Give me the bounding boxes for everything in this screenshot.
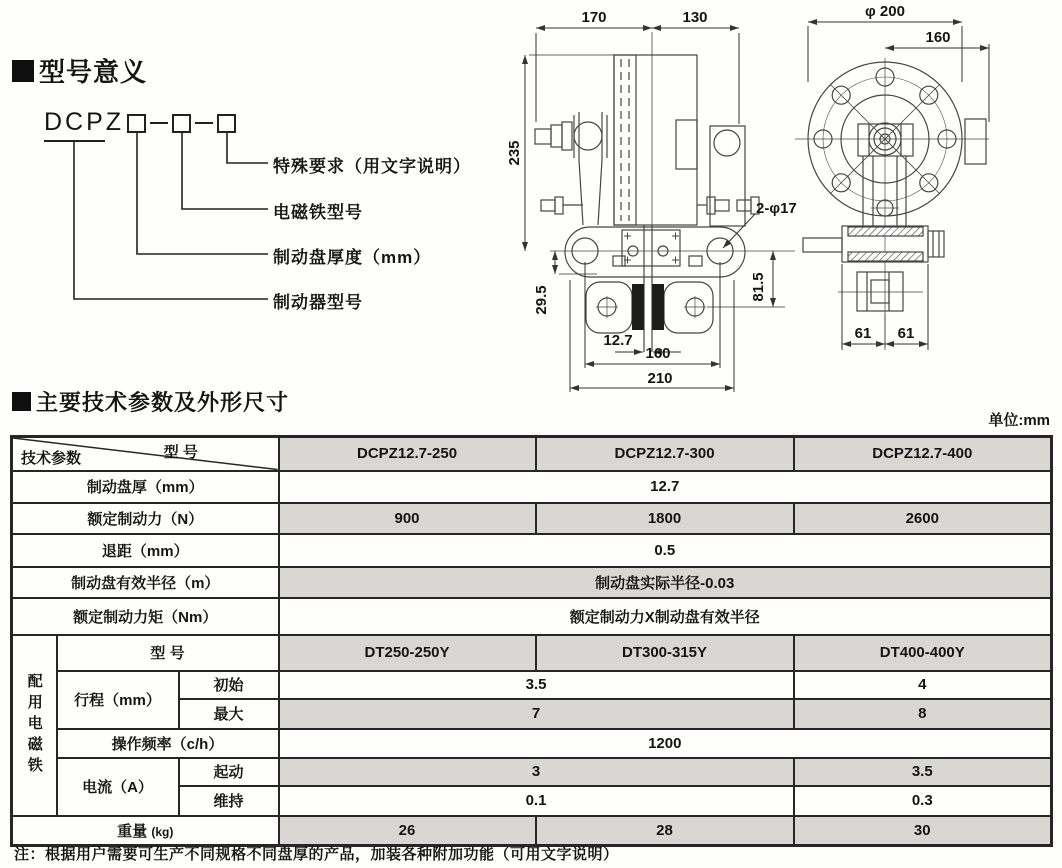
side-view-dimensions: [808, 22, 989, 350]
freq-label: 操作频率（c/h）: [57, 729, 279, 758]
dim-29-5: 29.5: [533, 285, 550, 315]
param-label-retract: 退距（mm）: [12, 534, 279, 567]
weight-label-cell: [12, 816, 279, 846]
corner-label-params: 技术参数: [21, 449, 82, 467]
dim-235: 235: [506, 140, 523, 166]
model-header-300: DCPZ12.7-300: [536, 437, 794, 471]
current-hold-value-12: 0.1: [279, 786, 794, 816]
dim-160: 160: [645, 345, 671, 362]
param-value-disc-thickness: 12.7: [279, 471, 1052, 503]
weight-value-400: 30: [794, 816, 1052, 846]
stroke-label: 行程（mm）: [57, 671, 179, 729]
param-value-torque: 额定制动力X制动盘有效半径: [279, 598, 1052, 635]
side-view-drawing: [793, 0, 1062, 362]
dim-phi200: φ 200: [865, 3, 905, 20]
magnet-group-cell: [12, 635, 57, 816]
param-label-disc-thickness: 制动盘厚（mm）: [12, 471, 279, 503]
magnet-model-400: DT400-400Y: [794, 635, 1052, 671]
stroke-max-value-3: 8: [794, 699, 1052, 729]
stroke-max-label: 最大: [179, 699, 279, 729]
magnet-group-label: 配用电磁铁: [25, 672, 43, 778]
footnote: 注：根据用户需要可生产不同规格不同盘厚的产品，加装各种附加功能（可用文字说明）: [14, 846, 619, 863]
weight-unit: (kg): [151, 824, 174, 839]
param-value-rated-force-300: 1800: [536, 503, 794, 534]
unit-label: 单位:mm: [988, 412, 1050, 429]
section-title-text: 主要技术参数及外形尺寸: [36, 390, 290, 415]
corner-header-cell: [12, 437, 279, 471]
diagram-label-disc-thickness: 制动盘厚度（mm）: [273, 248, 432, 267]
current-start-value-12: 3: [279, 758, 794, 786]
front-view-drawing: [455, 0, 800, 408]
current-label: 电流（A）: [57, 758, 179, 816]
stroke-initial-label: 初始: [179, 671, 279, 699]
weight-label: 重量: [117, 822, 148, 840]
model-code-diagram: [40, 105, 454, 317]
dim-61-right: 61: [897, 325, 915, 342]
weight-value-300: 28: [536, 816, 794, 846]
dim-210: 210: [647, 370, 673, 387]
current-hold-value-3: 0.3: [794, 786, 1052, 816]
brake-body: [535, 32, 759, 226]
diagram-label-special-req: 特殊要求（用文字说明）: [273, 157, 471, 176]
model-header-400: DCPZ12.7-400: [794, 437, 1052, 471]
stroke-initial-value-12: 3.5: [279, 671, 794, 699]
section-marker-icon: [12, 392, 31, 411]
specs-table: [10, 435, 1053, 847]
stroke-initial-value-3: 4: [794, 671, 1052, 699]
magnet-model-label: 型 号: [57, 635, 279, 671]
dim-61-left: 61: [854, 325, 872, 342]
section-title-specs: [12, 386, 289, 417]
diagram-label-magnet-model: 电磁铁型号: [273, 203, 363, 222]
base-plate: [550, 227, 795, 277]
current-start-value-3: 3.5: [794, 758, 1052, 786]
diagram-label-brake-model: 制动器型号: [273, 293, 363, 312]
dim-holes-2-phi17: 2-φ17: [756, 200, 797, 217]
dim-12-7: 12.7: [603, 332, 633, 349]
dim-170: 170: [581, 9, 607, 26]
freq-value: 1200: [279, 729, 1052, 758]
corner-label-model: 型 号: [163, 444, 198, 461]
section-marker-icon: [12, 60, 34, 82]
param-value-radius: 制动盘实际半径-0.03: [279, 567, 1052, 598]
shaft-assembly: [803, 226, 944, 311]
current-start-label: 起动: [179, 758, 279, 786]
magnet-model-300: DT300-315Y: [536, 635, 794, 671]
param-label-radius: 制动盘有效半径（m）: [12, 567, 279, 598]
dim-160-side: 160: [925, 29, 951, 46]
current-hold-label: 维持: [179, 786, 279, 816]
param-value-rated-force-250: 900: [279, 503, 536, 534]
model-code: DCPZ: [44, 108, 125, 136]
weight-value-250: 26: [279, 816, 536, 846]
section-title-text: 型号意义: [39, 57, 148, 87]
front-view-dimensions: [525, 28, 785, 392]
stroke-max-value-12: 7: [279, 699, 794, 729]
param-value-rated-force-400: 2600: [794, 503, 1052, 534]
section-title-model-meaning: [12, 52, 147, 89]
dim-130: 130: [682, 9, 708, 26]
magnet-model-250: DT250-250Y: [279, 635, 536, 671]
dim-81-5: 81.5: [750, 272, 767, 302]
flange-circle: [795, 58, 989, 348]
param-label-torque: 额定制动力矩（Nm）: [12, 598, 279, 635]
param-value-retract: 0.5: [279, 534, 1052, 567]
param-label-rated-force: 额定制动力（N）: [12, 503, 279, 534]
model-header-250: DCPZ12.7-250: [279, 437, 536, 471]
